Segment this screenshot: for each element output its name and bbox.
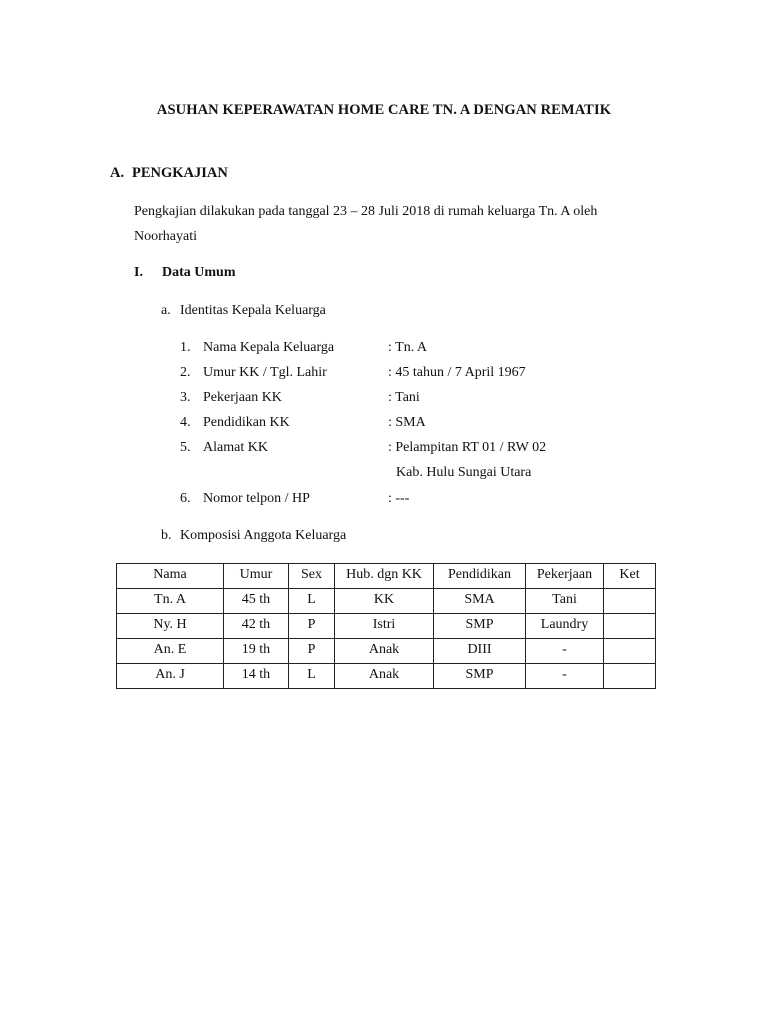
- identitas-row: [180, 389, 420, 407]
- cell-hubungan: Istri: [335, 614, 434, 639]
- family-composition-table: [116, 563, 656, 689]
- cell-pendidikan: SMP: [434, 664, 526, 689]
- header-pekerjaan: Pekerjaan: [526, 564, 604, 589]
- identitas-value: : Pelampitan RT 01 / RW 02: [388, 440, 547, 455]
- cell-umur: 14 th: [224, 664, 289, 689]
- identitas-number: 3.: [180, 390, 191, 405]
- identitas-label: Alamat KK: [203, 440, 268, 455]
- header-sex: Sex: [289, 564, 335, 589]
- identitas-label: Pendidikan KK: [203, 415, 290, 430]
- identitas-row: [180, 364, 526, 382]
- header-umur: Umur: [224, 564, 289, 589]
- table-row: [117, 664, 656, 689]
- cell-nama: Tn. A: [117, 589, 224, 614]
- identitas-number: 6.: [180, 491, 191, 506]
- cell-pendidikan: SMP: [434, 614, 526, 639]
- sub-a-label: Identitas Kepala Keluarga: [180, 303, 326, 318]
- cell-sex: P: [289, 614, 335, 639]
- cell-hubungan: Anak: [335, 639, 434, 664]
- identitas-value: : Tani: [388, 390, 420, 405]
- identitas-label: Nomor telpon / HP: [203, 491, 310, 506]
- identitas-number: 1.: [180, 340, 191, 355]
- identitas-number: 4.: [180, 415, 191, 430]
- identitas-value-continued: Kab. Hulu Sungai Utara: [396, 465, 532, 480]
- identitas-label: Umur KK / Tgl. Lahir: [203, 365, 327, 380]
- table-header-row: [117, 564, 656, 589]
- cell-pekerjaan: Tani: [526, 589, 604, 614]
- cell-nama: An. J: [117, 664, 224, 689]
- identitas-value: : 45 tahun / 7 April 1967: [388, 365, 526, 380]
- sub-b-heading: [161, 527, 346, 545]
- table-row: [117, 639, 656, 664]
- section-i-number: I.: [134, 265, 143, 280]
- section-a-heading: [110, 164, 228, 182]
- cell-ket: [604, 639, 656, 664]
- cell-hubungan: Anak: [335, 664, 434, 689]
- header-ket: Ket: [604, 564, 656, 589]
- cell-umur: 42 th: [224, 614, 289, 639]
- section-a-label: PENGKAJIAN: [132, 165, 228, 181]
- identitas-row: [180, 414, 426, 432]
- cell-sex: L: [289, 664, 335, 689]
- section-a-number: A.: [110, 165, 125, 181]
- identitas-number: 5.: [180, 440, 191, 455]
- identitas-label: Pekerjaan KK: [203, 390, 282, 405]
- identitas-row: [180, 339, 427, 357]
- header-pendidikan: Pendidikan: [434, 564, 526, 589]
- cell-sex: P: [289, 639, 335, 664]
- cell-pendidikan: DIII: [434, 639, 526, 664]
- identitas-value: : ---: [388, 491, 410, 506]
- cell-nama: An. E: [117, 639, 224, 664]
- cell-ket: [604, 664, 656, 689]
- sub-b-number: b.: [161, 528, 172, 543]
- section-i-heading: [134, 264, 236, 282]
- identitas-row: [180, 490, 409, 508]
- intro-line-2: Noorhayati: [134, 229, 197, 244]
- identitas-value: : Tn. A: [388, 340, 428, 355]
- section-i-label: Data Umum: [162, 265, 236, 280]
- cell-ket: [604, 614, 656, 639]
- header-nama: Nama: [117, 564, 224, 589]
- identitas-value: : SMA: [388, 415, 426, 430]
- header-hubungan: Hub. dgn KK: [335, 564, 434, 589]
- cell-umur: 19 th: [224, 639, 289, 664]
- sub-a-heading: [161, 302, 326, 320]
- cell-umur: 45 th: [224, 589, 289, 614]
- cell-ket: [604, 589, 656, 614]
- cell-sex: L: [289, 589, 335, 614]
- intro-line-1: Pengkajian dilakukan pada tanggal 23 – 28 Juli 2018 di rumah keluarga Tn. A oleh: [134, 204, 598, 219]
- document-title: ASUHAN KEPERAWATAN HOME CARE TN. A DENGAN REMATIK: [156, 102, 612, 118]
- cell-pekerjaan: -: [526, 664, 604, 689]
- sub-a-number: a.: [161, 303, 171, 318]
- identitas-label: Nama Kepala Keluarga: [203, 340, 335, 355]
- cell-pekerjaan: Laundry: [526, 614, 604, 639]
- cell-pekerjaan: -: [526, 639, 604, 664]
- table-row: [117, 614, 656, 639]
- identitas-row: [180, 439, 546, 457]
- cell-nama: Ny. H: [117, 614, 224, 639]
- table-row: [117, 589, 656, 614]
- cell-pendidikan: SMA: [434, 589, 526, 614]
- sub-b-label: Komposisi Anggota Keluarga: [180, 528, 347, 543]
- identitas-number: 2.: [180, 365, 191, 380]
- cell-hubungan: KK: [335, 589, 434, 614]
